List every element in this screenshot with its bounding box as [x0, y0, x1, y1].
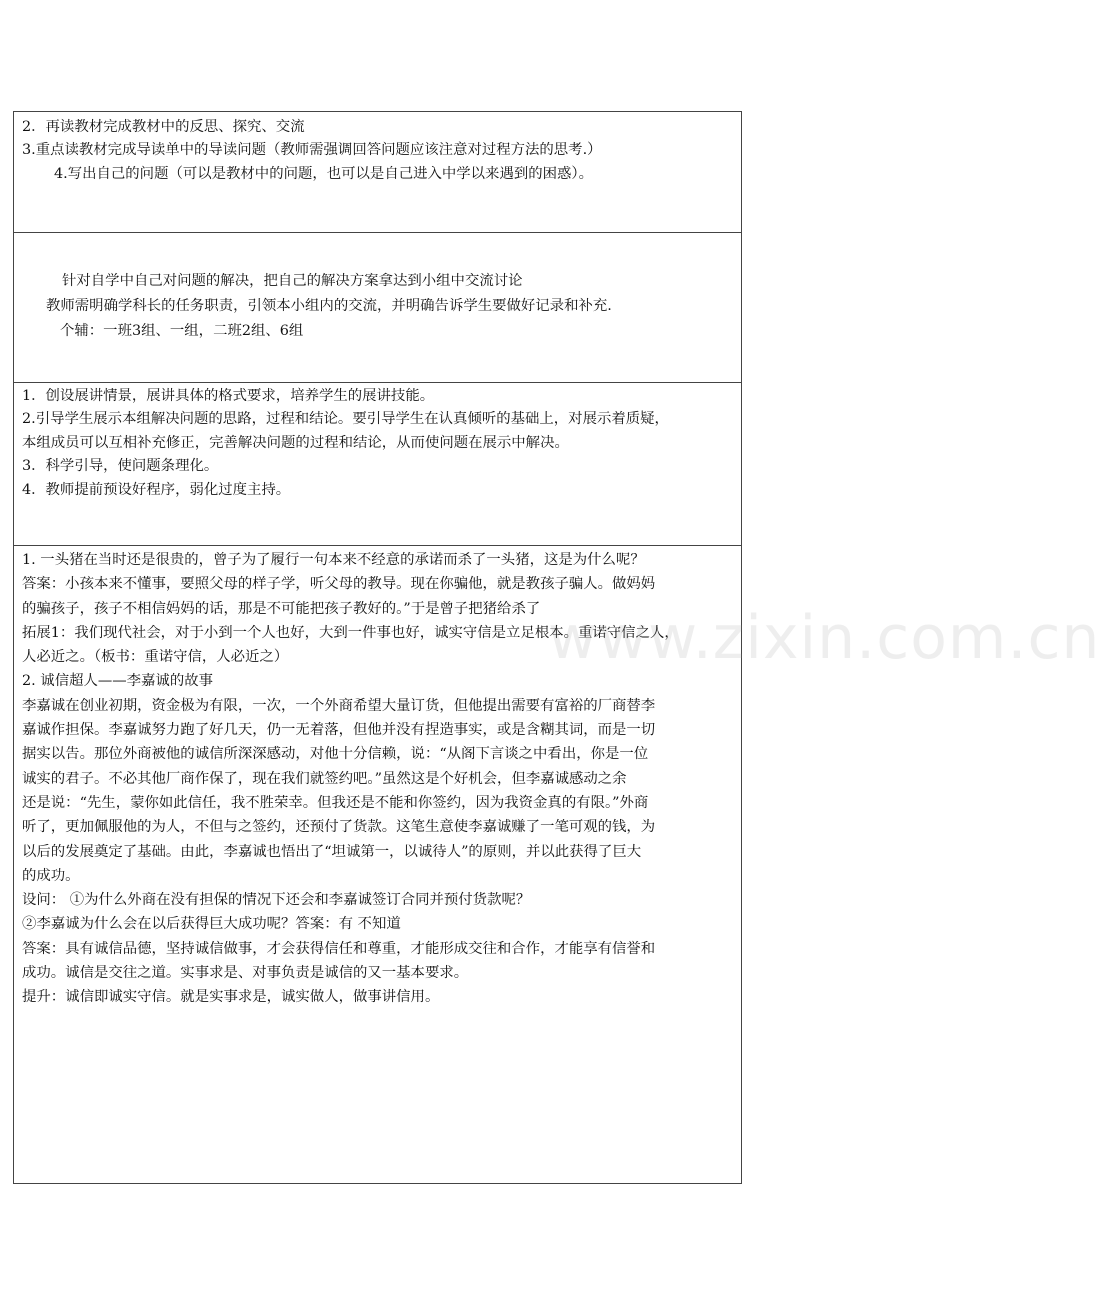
text-line: 2. 诚信超人——李嘉诚的故事	[22, 673, 213, 690]
text-line: 1. 一头猪在当时还是很贵的，曾子为了履行一句本来不经意的承诺而杀了一头猪，这是为什么呢？	[22, 552, 645, 568]
text-line: 提升：诚信即诚实守信。就是实事求是，诚实做人，做事讲信用。	[22, 989, 440, 1006]
watermark: www.zixin.com.cn	[548, 603, 1100, 673]
text-line: 针对自学中自己对问题的解决，把自己的解决方案拿达到小组中交流讨论	[62, 273, 523, 289]
text-line: 人必近之。（板书：重诺守信，人必近之）	[22, 649, 289, 666]
presentation-section	[14, 383, 741, 546]
text-line: 还是说：“先生，蒙你如此信任，我不胜荣幸。但我还是不能和你签约，因为我资金真的有限。”外商	[22, 794, 649, 811]
text-line: 设问： ①为什么外商在没有担保的情况下还会和李嘉诚签订合同并预付货款呢？	[22, 892, 531, 909]
text-line: 的成功。	[22, 867, 80, 884]
text-line: 答案：具有诚信品德，坚持诚信做事，才会获得信任和尊重，才能形成交往和合作，才能享有信誉和	[22, 940, 656, 957]
text-line: 诚实的君子。不必其他厂商作保了，现在我们就签约吧。”虽然这是个好机会，但李嘉诚感动之余	[22, 770, 627, 787]
text-line: 3．科学引导，使问题条理化。	[22, 458, 219, 475]
text-line: 2．再读教材完成教材中的反思、探究、交流	[22, 119, 305, 135]
self-study-section	[14, 112, 741, 233]
group-discussion-section	[14, 233, 741, 383]
text-line: ②李嘉诚为什么会在以后获得巨大成功呢？答案：有 不知道	[22, 916, 401, 933]
text-line: 拓展1：我们现代社会，对于小到一个人也好，大到一件事也好，诚实守信是立足根本。重诺守信之人，	[22, 624, 679, 641]
lesson-plan-table	[13, 111, 742, 1184]
text-line: 4.写出自己的问题（可以是教材中的问题，也可以是自己进入中学以来遇到的困惑）。	[54, 165, 593, 182]
text-line: 4．教师提前预设好程序，弱化过度主持。	[22, 481, 291, 498]
text-line: 成功。诚信是交往之道。实事求是、对事负责是诚信的又一基本要求。	[22, 965, 469, 982]
text-line: 听了，更加佩服他的为人，不但与之签约，还预付了货款。这笔生意使李嘉诚赚了一笔可观的钱，为	[22, 819, 656, 836]
text-line: 以后的发展奠定了基础。由此，李嘉诚也悟出了“坦诚第一，以诚待人”的原则，并以此获得了巨大	[22, 843, 642, 860]
text-line: 答案：小孩本来不懂事，要照父母的样子学，听父母的教导。现在你骗他，就是教孩子骗人。做妈妈	[22, 576, 656, 593]
text-line: 据实以告。那位外商被他的诚信所深深感动，对他十分信赖，说：“从阁下言谈之中看出，你是一位	[22, 746, 649, 763]
text-line: 3.重点读教材完成导读单中的导读问题（教师需强调回答问题应该注意对过程方法的思考.）	[22, 142, 602, 159]
text-line: 的骗孩子，孩子不相信妈妈的话，那是不可能把孩子教好的。”于是曾子把猪给杀了	[22, 600, 541, 617]
story-section	[14, 546, 741, 1183]
text-line: 本组成员可以互相补充修正，完善解决问题的过程和结论，从而使问题在展示中解决。	[22, 434, 569, 451]
text-line: 个辅：一班3组、一组，二班2组、6组	[60, 323, 304, 339]
text-line: 2.引导学生展示本组解决问题的思路，过程和结论。要引导学生在认真倾听的基础上，对展示着质疑，	[22, 411, 669, 428]
text-line: 1．创设展讲情景，展讲具体的格式要求，培养学生的展讲技能。	[22, 388, 435, 404]
text-line: 教师需明确学科长的任务职责，引领本小组内的交流，并明确告诉学生要做好记录和补充.	[46, 298, 612, 314]
text-line: 嘉诚作担保。李嘉诚努力跑了好几天，仍一无着落，但他并没有捏造事实，或是含糊其词，而是一切	[22, 722, 656, 739]
text-line: 李嘉诚在创业初期，资金极为有限，一次，一个外商希望大量订货，但他提出需要有富裕的厂商替李	[22, 697, 656, 714]
